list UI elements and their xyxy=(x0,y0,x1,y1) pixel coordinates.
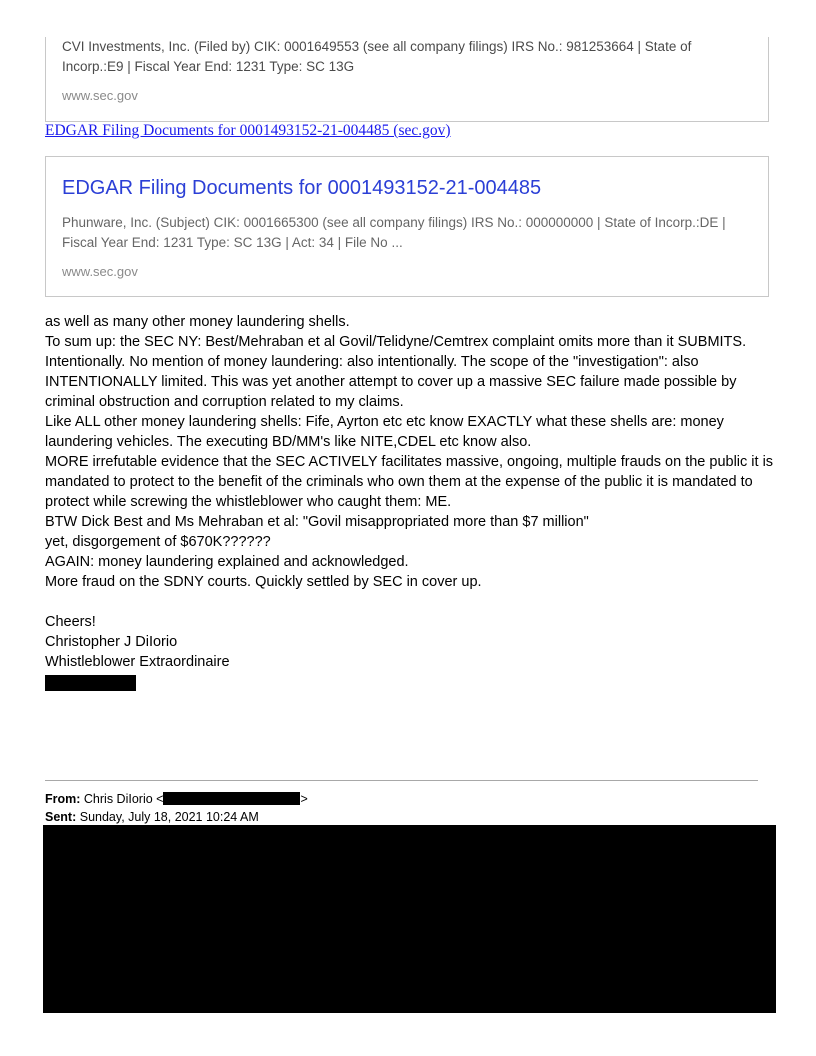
redaction-block xyxy=(43,825,776,1013)
email-body xyxy=(45,312,785,672)
card-description: Phunware, Inc. (Subject) CIK: 0001665300 (see all company filings) IRS No.: 000000000 | State of Incorp.:DE | Fiscal Year End: 1231 Type: SC 13G | Act: 34 | File No ... xyxy=(62,215,726,250)
link-preview-card-cvi[interactable] xyxy=(45,37,769,122)
signature-title: Whistleblower Extraordinaire xyxy=(45,654,230,670)
from-suffix: > xyxy=(300,792,308,806)
signature-name: Christopher J DiIorio xyxy=(45,634,178,650)
paragraph-spacer xyxy=(45,592,785,612)
card-domain: www.sec.gov xyxy=(62,88,138,103)
body-line: MORE irrefutable evidence that the SEC ACTIVELY facilitates massive, ongoing, multiple frauds on the public it is mandated to protect to the benefit of the criminals who own them at the expense of the public it is mandated to protect while screwing the whistleblower who caught them: ME. xyxy=(45,454,774,510)
link-preview-card-phunware[interactable] xyxy=(45,156,769,297)
card-title[interactable]: EDGAR Filing Documents for 0001493152-21-004485 xyxy=(62,177,542,199)
body-line: To sum up: the SEC NY: Best/Mehraban et al Govil/Telidyne/Cemtrex complaint omits more than it SUBMITS. Intentionally. No mention of money laundering: also intentionally. The scope of the "investigation": also INTENTIONALLY limited. This was yet another attempt to cover up a massive SEC failure made possible by criminal obstruction and corruption related to my claims. xyxy=(45,334,747,410)
card-domain: www.sec.gov xyxy=(62,264,138,279)
redaction-box xyxy=(45,675,136,691)
closing: Cheers! xyxy=(45,614,96,630)
card-description: CVI Investments, Inc. (Filed by) CIK: 0001649553 (see all company filings) IRS No.: 981253664 | State of Incorp.:E9 | Fiscal Year End: 1231 Type: SC 13G xyxy=(62,39,692,74)
sent-label: Sent: xyxy=(45,810,77,824)
body-line: BTW Dick Best and Ms Mehraban et al: "Govil misappropriated more than $7 million" xyxy=(45,514,589,530)
edgar-filing-link[interactable]: EDGAR Filing Documents for 0001493152-21-004485 (sec.gov) xyxy=(45,122,451,139)
from-name: Chris DiIorio < xyxy=(83,792,164,806)
body-line: as well as many other money laundering shells. xyxy=(45,314,350,330)
sent-value: Sunday, July 18, 2021 10:24 AM xyxy=(79,810,259,824)
from-line xyxy=(45,791,308,807)
body-line: Like ALL other money laundering shells: Fife, Ayrton etc etc know EXACTLY what these shells are: money laundering vehicles. The executing BD/MM's like NITE,CDEL etc know also. xyxy=(45,414,724,450)
body-line: AGAIN: money laundering explained and acknowledged. xyxy=(45,554,409,570)
sent-line xyxy=(45,809,259,825)
body-line: yet, disgorgement of $670K?????? xyxy=(45,534,271,550)
redacted-email xyxy=(163,792,300,805)
from-label: From: xyxy=(45,792,81,806)
email-divider xyxy=(45,780,758,781)
body-line: More fraud on the SDNY courts. Quickly settled by SEC in cover up. xyxy=(45,574,482,590)
